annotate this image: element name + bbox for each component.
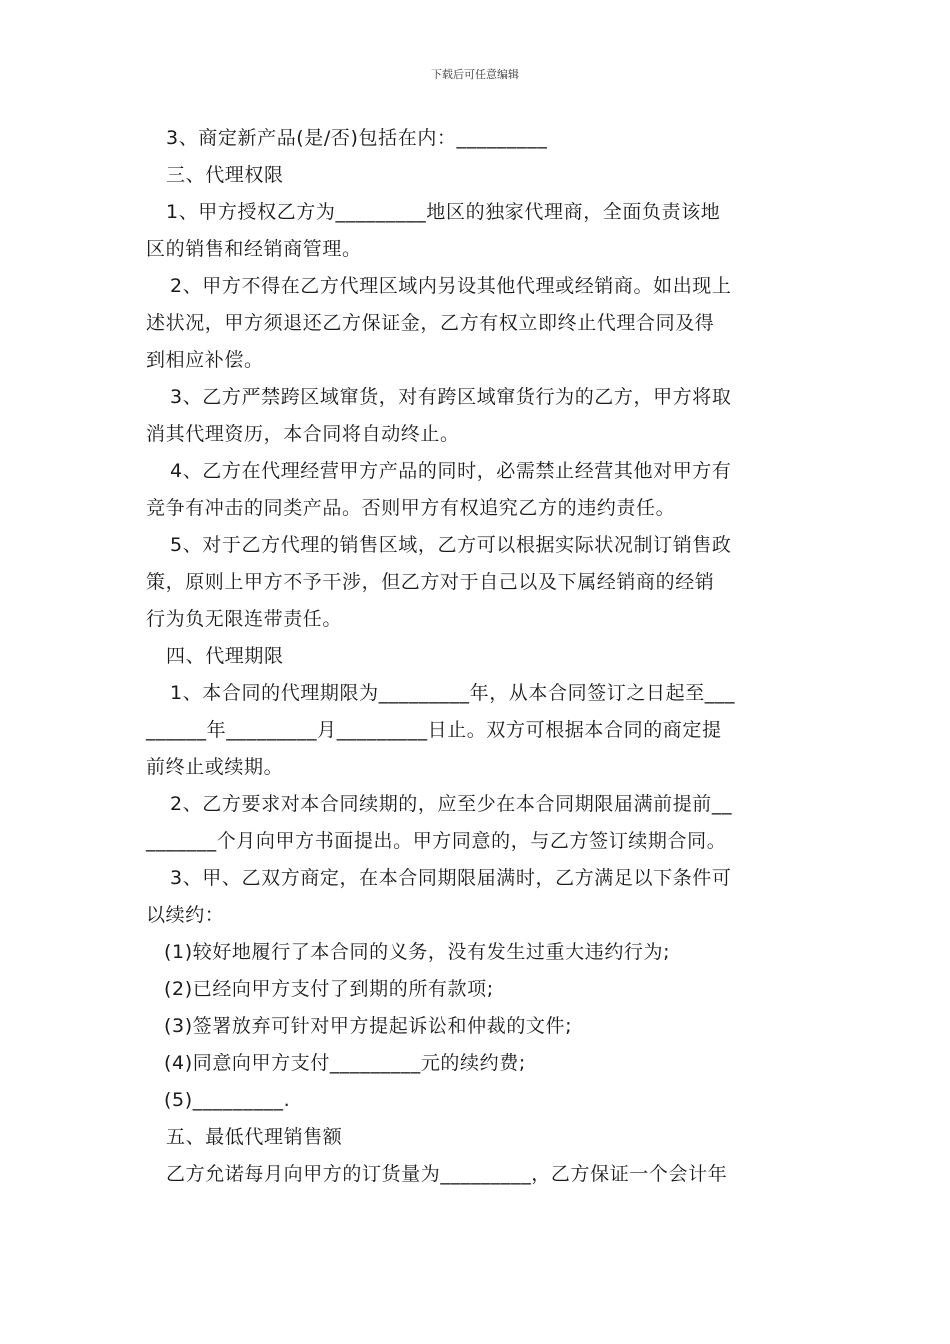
line-15: 四、代理期限 (166, 645, 284, 667)
line-26: (4)同意向甲方支付_________元的续约费; (164, 1052, 526, 1074)
line-17: ______年_________月_________日止。双方可根据本合同的商定提 (146, 719, 722, 741)
line-11: 竞争有冲击的同类产品。否则甲方有权追究乙方的违约责任。 (146, 497, 676, 519)
line-13: 策，原则上甲方不予干涉，但乙方对于自己以及下属经销商的经销 (146, 571, 715, 593)
line-16: 1、本合同的代理期限为_________年，从本合同签订之日起至___ (170, 682, 736, 704)
line-10: 4、乙方在代理经营甲方产品的同时，必需禁止经营其他对甲方有 (170, 460, 732, 482)
line-7: 到相应补偿。 (146, 349, 264, 371)
line-27: (5)_________. (164, 1089, 291, 1111)
line-12: 5、对于乙方代理的销售区域，乙方可以根据实际状况制订销售政 (170, 534, 732, 556)
document-body (146, 120, 806, 1193)
line-8: 3、乙方严禁跨区域窜货，对有跨区域窜货行为的乙方，甲方将取 (170, 386, 732, 408)
line-25: (3)签署放弃可针对甲方提起诉讼和仲裁的文件; (164, 1015, 573, 1037)
line-29: 乙方允诺每月向甲方的订货量为_________，乙方保证一个会计年 (166, 1163, 728, 1185)
line-9: 消其代理资历，本合同将自动终止。 (146, 423, 460, 445)
line-14: 行为负无限连带责任。 (146, 608, 343, 630)
line-28: 五、最低代理销售额 (166, 1126, 343, 1148)
line-5: 2、甲方不得在乙方代理区域内另设其他代理或经销商。如出现上 (170, 275, 732, 297)
line-20: _______个月向甲方书面提出。甲方同意的，与乙方签订续期合同。 (146, 830, 727, 852)
line-2: 三、代理权限 (166, 164, 284, 186)
line-21: 3、甲、乙双方商定，在本合同期限届满时，乙方满足以下条件可 (170, 867, 732, 889)
line-6: 述状况，甲方须退还乙方保证金，乙方有权立即终止代理合同及得 (146, 312, 715, 334)
line-24: (2)已经向甲方支付了到期的所有款项; (164, 978, 494, 1000)
line-19: 2、乙方要求对本合同续期的，应至少在本合同期限届满前提前__ (170, 793, 733, 815)
line-3: 1、甲方授权乙方为_________地区的独家代理商，全面负责该地 (166, 201, 721, 223)
line-1: 3、商定新产品(是/否)包括在内：_________ (166, 127, 548, 149)
line-23: (1)较好地履行了本合同的义务，没有发生过重大违约行为; (164, 941, 671, 963)
page-header: 下载后可任意编辑 (431, 68, 519, 81)
line-4: 区的销售和经销商管理。 (146, 238, 362, 260)
line-22: 以续约： (146, 904, 225, 926)
line-18: 前终止或续期。 (146, 756, 284, 778)
